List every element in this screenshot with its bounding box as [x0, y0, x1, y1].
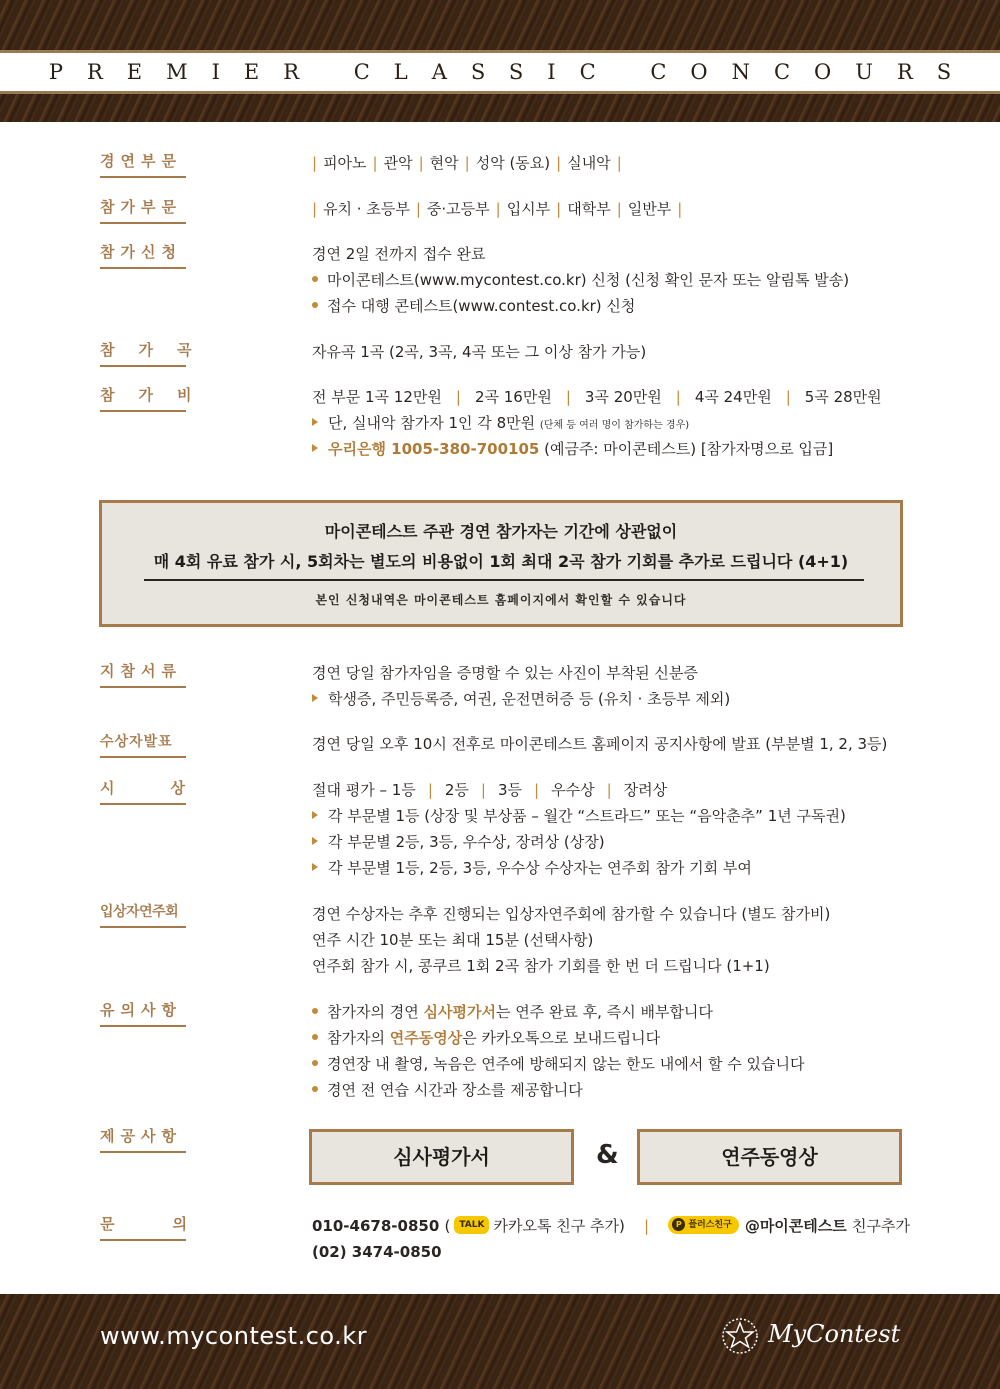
section-label: 지참서류 [100, 660, 186, 688]
section-label: 유의사항 [100, 999, 186, 1027]
performance-video-box: 연주동영상 [637, 1129, 902, 1185]
category-item: 일반부 [627, 200, 672, 218]
section-label: 참가부문 [100, 196, 186, 224]
section-label: 문의 [100, 1213, 186, 1241]
notes-text: 참가자의 경연 [327, 1003, 424, 1021]
bullet-dot-icon [312, 302, 318, 308]
division-item: 현악 [429, 154, 459, 172]
bullet-dot-icon [312, 1086, 318, 1092]
triangle-bullet-icon [312, 837, 318, 845]
star-emblem-icon [720, 1316, 760, 1356]
awards-bullet: 각 부문별 1등 (상장 및 부상품 – 월간 “스트라드” 또는 “음악춘추” 1년 구독권) [328, 807, 846, 825]
plusfriend-icon: P 플러스친구 [668, 1216, 738, 1234]
pieces-text: 자유곡 1곡 (2곡, 3곡, 4곡 또는 그 이상 참가 가능) [312, 343, 647, 361]
section-label: 수상자발표 [100, 731, 186, 758]
award-grade: 2등 [444, 781, 469, 799]
award-grade: 우수상 [551, 781, 595, 799]
section-label: 경연부문 [100, 150, 186, 178]
bullet-dot-icon [312, 1060, 318, 1066]
category-item: 입시부 [506, 200, 551, 218]
section-label: 입상자연주회 [100, 901, 186, 928]
notes-text: 는 연주 완료 후, 즉시 배부합니다 [495, 1003, 713, 1021]
apply-bullet: 접수 대행 콘테스트(www.contest.co.kr) 신청 [327, 297, 636, 315]
triangle-bullet-icon [312, 811, 318, 819]
awards-body: 절대 평가 – 1등 | 2등 | 3등 | 우수상 | 장려상 각 부문별 1등 (상장 및 부상품 – 월간 “스트라드” 또는 “음악춘추” 1년 구독권) 각 부문별 2등, 3등, 우수상, 장려상 (상장) 각 부문별 1등, 2등, 3등, 우수상 수상자는 연주회 참가 기회 부여 [312, 781, 846, 877]
section-label: 제공사항 [100, 1125, 186, 1153]
section-label: 참가신청 [100, 241, 186, 269]
notice-divider [144, 579, 864, 581]
notice-line: 매 4회 유료 참가 시, 5회차는 별도의 비용없이 1회 최대 2곡 참가 기회를 추가로 드립니다 (4+1) [153, 552, 849, 571]
section-label: 시상 [100, 777, 186, 805]
header-banner [0, 0, 1000, 122]
fee-price: 전 부문 1곡 12만원 [312, 388, 442, 406]
footer-url-link[interactable]: www.mycontest.co.kr [100, 1322, 368, 1350]
bank-account: 우리은행 1005-380-700105 [328, 440, 540, 458]
evaluation-sheet-box: 심사평가서 [309, 1129, 574, 1185]
recital-text: 연주 시간 10분 또는 최대 15분 (선택사항) [312, 931, 594, 949]
fee-price: 3곡 20만원 [584, 388, 662, 406]
notes-highlight: 심사평가서 [423, 1003, 496, 1021]
bullet-dot-icon [312, 276, 318, 282]
page-title: PREMIER CLASSIC CONCOURS [48, 60, 976, 84]
apply-text: 경연 2일 전까지 접수 완료 [312, 245, 486, 263]
phone-office[interactable]: (02) 3474-0850 [312, 1243, 442, 1261]
award-grade: 장려상 [623, 781, 668, 799]
ampersand: & [596, 1140, 619, 1170]
docs-body [312, 660, 912, 712]
logo-text: MyContest [768, 1320, 901, 1348]
bank-detail: (예금주: 마이콘테스트) [참가자명으로 입금] [544, 440, 834, 458]
bullet-dot-icon [312, 1034, 318, 1040]
section-label: 참가곡 [100, 339, 186, 367]
triangle-bullet-icon [312, 863, 318, 871]
announce-body [312, 731, 912, 757]
footer [0, 1294, 1000, 1389]
header-band [0, 50, 1000, 94]
fee-note: 단, 실내악 참가자 1인 각 8만원 [328, 414, 536, 432]
section-label: 참가비 [100, 384, 186, 412]
notes-text: 은 카카오톡으로 보내드립니다 [462, 1029, 661, 1047]
awards-bullet: 각 부문별 1등, 2등, 3등, 우수상 수상자는 연주회 참가 기회 부여 [328, 859, 752, 877]
fee-price: 2곡 16만원 [474, 388, 552, 406]
bullet-dot-icon [312, 1008, 318, 1014]
notes-text: 참가자의 [327, 1029, 390, 1047]
plusfriend-id[interactable]: @마이콘테스트 [744, 1217, 847, 1235]
notice-line: 마이콘테스트 주관 경연 참가자는 기간에 상관없이 [324, 522, 678, 541]
announce-text: 경연 당일 오후 10시 전후로 마이콘테스트 홈페이지 공지사항에 발표 (부분별 1, 2, 3등) [312, 735, 888, 753]
category-item: 중·고등부 [426, 200, 490, 218]
recital-text: 연주회 참가 시, 콩쿠르 1회 2곡 참가 기회를 한 번 더 드립니다 (1+1) [312, 957, 770, 975]
award-grade: 3등 [497, 781, 523, 799]
docs-text: 경연 당일 참가자임을 증명할 수 있는 사진이 부착된 신분증 [312, 664, 698, 682]
division-item: 관악 [383, 154, 413, 172]
kakao-add-text[interactable]: 카카오톡 친구 추가) [493, 1217, 625, 1235]
notes-text: 경연 전 연습 시간과 장소를 제공합니다 [327, 1081, 583, 1099]
mycontest-logo[interactable] [720, 1316, 901, 1356]
division-list: | 피아노 | 관악 | 현악 | 성악 (동요) | 실내악 | [312, 154, 622, 172]
award-grade: 절대 평가 – 1등 [312, 781, 416, 799]
triangle-bullet-icon [312, 418, 318, 426]
division-item: 피아노 [323, 154, 367, 172]
notice-subline: 본인 신청내역은 마이콘테스트 홈페이지에서 확인할 수 있습니다 [315, 593, 687, 607]
division-item: 실내악 [567, 154, 611, 172]
fee-note-small: (단체 등 여러 명이 참가하는 경우) [539, 420, 690, 431]
contact-body: 010-4678-0850 ( TALK 카카오톡 친구 추가) | P 플러스친구 @마이콘테스트 친구추가 (02) 3474-0850 [312, 1213, 912, 1265]
category-list: | 유치 · 초등부 | 중·고등부 | 입시부 | 대학부 | 일반부 | [312, 200, 683, 218]
fee-price: 5곡 28만원 [804, 388, 882, 406]
notes-text: 경연장 내 촬영, 녹음은 연주에 방해되지 않는 한도 내에서 할 수 있습니다 [327, 1055, 805, 1073]
apply-bullet: 마이콘테스트(www.mycontest.co.kr) 신청 (신청 확인 문자 또는 알림톡 발송) [327, 271, 850, 289]
awards-bullet: 각 부문별 2등, 3등, 우수상, 장려상 (상장) [328, 833, 605, 851]
notes-body [312, 999, 912, 1103]
fee-body: 전 부문 1곡 12만원 | 2곡 16만원 | 3곡 20만원 | 4곡 24만원 | 5곡 28만원 단, 실내악 참가자 1인 각 8만원 (단체 등 여러 명이 참가하는 경우) 우리은행 1005-380-700105 (예금주: 마이콘테스트) [참가자명으로 입금] [312, 388, 882, 458]
recital-body [312, 901, 912, 979]
notes-highlight: 연주동영상 [389, 1029, 463, 1047]
apply-body [312, 241, 912, 319]
triangle-bullet-icon [312, 444, 318, 452]
docs-bullet: 학생증, 주민등록증, 여권, 운전면허증 등 (유치 · 초등부 제외) [328, 690, 731, 708]
notice-box [99, 500, 903, 627]
plusfriend-add-text: 친구추가 [852, 1217, 910, 1235]
fee-price: 4곡 24만원 [694, 388, 772, 406]
recital-text: 경연 수상자는 추후 진행되는 입상자연주회에 참가할 수 있습니다 (별도 참가비) [312, 905, 831, 923]
category-item: 유치 · 초등부 [323, 200, 410, 218]
division-item: 성악 (동요) [475, 154, 551, 172]
triangle-bullet-icon [312, 694, 318, 702]
pieces-body [312, 339, 912, 365]
category-item: 대학부 [567, 200, 611, 218]
phone-mobile[interactable]: 010-4678-0850 [312, 1217, 440, 1235]
kakaotalk-icon: TALK [454, 1216, 489, 1234]
